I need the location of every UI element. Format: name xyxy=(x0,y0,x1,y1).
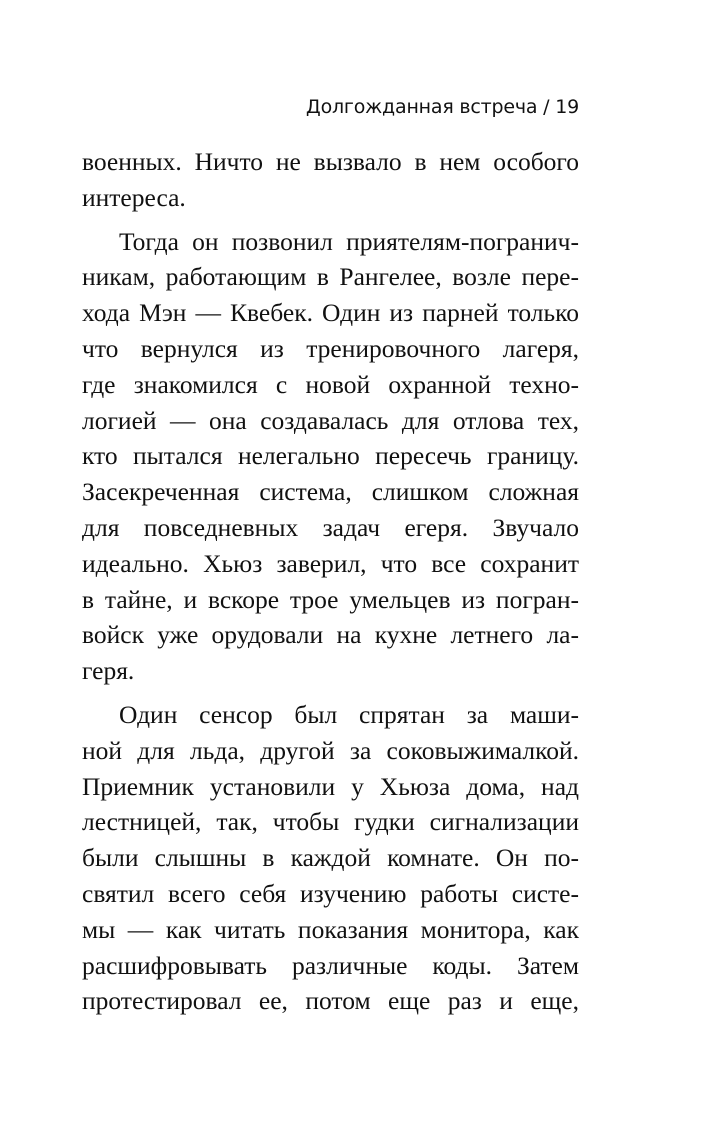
paragraph xyxy=(82,224,579,689)
text-line: святил всего себя изучению работы систе- xyxy=(82,878,579,908)
text-line: протестировал ее, потом еще раз и еще, xyxy=(82,986,579,1016)
text-line: хода Мэн — Квебек. Один из парней только xyxy=(82,298,579,328)
text-line: были слышны в каждой комнате. Он по- xyxy=(82,843,579,873)
page-number: 19 xyxy=(555,96,579,118)
running-head-separator: / xyxy=(543,96,550,118)
text-line: войск уже орудовали на кухне летнего ла- xyxy=(82,620,579,650)
text-line: что вернулся из тренировочного лагеря, xyxy=(82,333,579,363)
text-line: геря. xyxy=(82,656,135,686)
text-line: идеально. Хьюз заверил, что все сохранит xyxy=(82,548,579,578)
text-line: Тогда он позвонил приятелям-погранич- xyxy=(119,226,579,256)
paragraph xyxy=(82,697,579,1019)
body-text xyxy=(82,144,579,1027)
text-line: никам, работающим в Рангелее, возле пере- xyxy=(82,262,579,292)
text-line: логией — она создавалась для отлова тех, xyxy=(82,405,579,435)
text-line: для повседневных задач егеря. Звучало xyxy=(82,512,579,542)
text-line: где знакомился с новой охранной техно- xyxy=(82,369,579,399)
paragraph xyxy=(82,144,579,216)
text-line: расшифровывать различные коды. Затем xyxy=(82,950,579,980)
text-line: ной для льда, другой за соковыжималкой. xyxy=(82,735,579,765)
text-line: Один сенсор был спрятан за маши- xyxy=(119,699,579,729)
text-line: лестницей, так, чтобы гудки сигнализации xyxy=(82,807,579,837)
text-line: военных. Ничто не вызвало в нем особого xyxy=(82,147,579,176)
text-line: кто пытался нелегально пересечь границу. xyxy=(82,441,579,471)
text-line: интереса. xyxy=(82,182,186,212)
text-line: в тайне, и вскоре трое умельцев из погран- xyxy=(82,584,579,614)
text-line: мы — как читать показания монитора, как xyxy=(82,914,579,944)
running-head-title: Долгожданная встреча xyxy=(305,96,538,118)
text-line: Приемник установили у Хьюза дома, над xyxy=(82,771,579,801)
running-head xyxy=(300,96,579,118)
text-line: Засекреченная система, слишком сложная xyxy=(82,477,579,507)
